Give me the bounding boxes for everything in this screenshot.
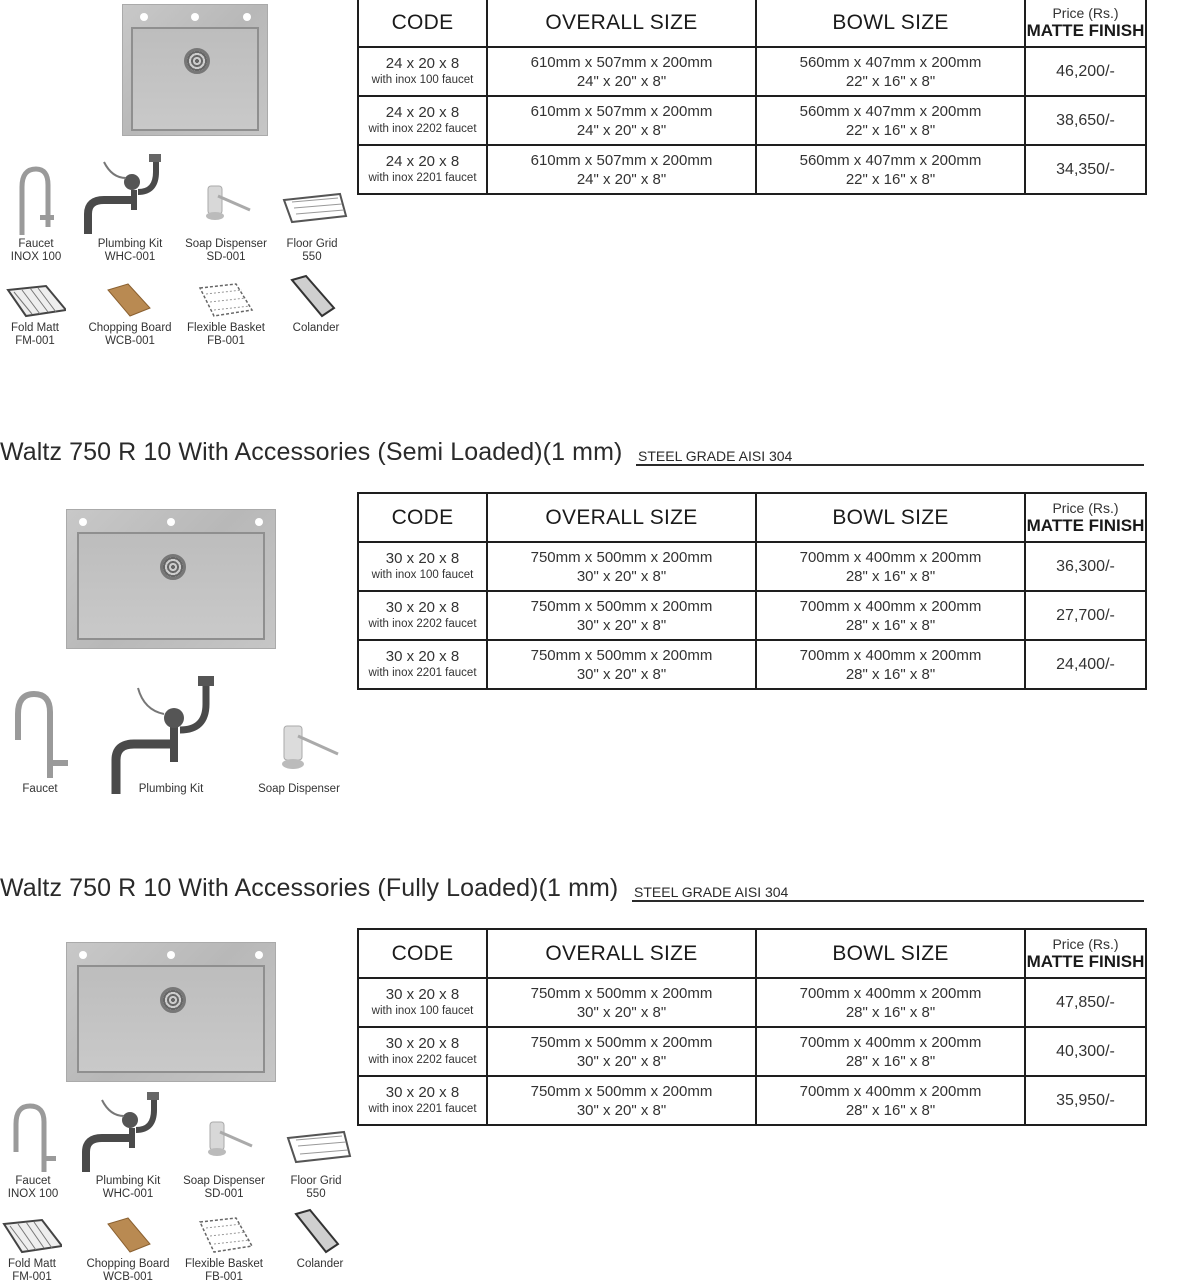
colander-icon <box>288 274 338 320</box>
floor-grid-icon <box>282 1128 354 1166</box>
header-price: Price (Rs.) MATTE FINISH <box>1025 929 1146 978</box>
header-price: Price (Rs.) MATTE FINISH <box>1025 0 1146 47</box>
price: 35,950/- <box>1056 1091 1115 1109</box>
accessory-faucet: Faucet INOX 100 <box>7 1175 59 1200</box>
price: 36,300/- <box>1056 557 1115 575</box>
steel-grade: STEEL GRADE AISI 304 <box>634 884 789 900</box>
accessory-soap-dispenser: Soap Dispenser SD-001 <box>183 1175 265 1200</box>
accessory-fold-matt: Fold Matt FM-001 <box>11 322 59 347</box>
section-title: Waltz 750 R 10 With Accessories (Fully Loaded)(1 mm) <box>0 874 619 902</box>
price: 46,200/- <box>1056 62 1115 80</box>
accessory-colander: Colander <box>296 1258 344 1270</box>
sink-image <box>122 4 268 136</box>
table-row: 30 x 20 x 8 with inox 2202 faucet 750mm x 500mm x 200mm 30" x 20" x 8" 700mm x 400mm x 200mm 28" x 16" x 8" 40,300/- <box>358 1027 1146 1076</box>
table-row: 30 x 20 x 8 with inox 2202 faucet 750mm x 500mm x 200mm 30" x 20" x 8" 700mm x 400mm x 200mm 28" x 16" x 8" 27,700/- <box>358 591 1146 640</box>
section-title: Waltz 750 R 10 With Accessories (Semi Loaded)(1 mm) <box>0 438 623 466</box>
table-row: 24 x 20 x 8 with inox 2202 faucet 610mm x 507mm x 200mm 24" x 20" x 8" 560mm x 407mm x 200mm 22" x 16" x 8" 38,650/- <box>358 96 1146 145</box>
fold-matt-icon <box>2 1218 62 1254</box>
header-overall-size: OVERALL SIZE <box>487 493 756 542</box>
price: 27,700/- <box>1056 606 1115 624</box>
accessory-soap-dispenser: Soap Dispenser SD-001 <box>185 238 267 263</box>
sink-image <box>66 509 276 649</box>
header-overall-size: OVERALL SIZE <box>487 0 756 47</box>
price: 24,400/- <box>1056 655 1115 673</box>
header-price: Price (Rs.) MATTE FINISH <box>1025 493 1146 542</box>
accessory-plumbing-kit: Plumbing Kit WHC-001 <box>95 1175 161 1200</box>
table-row: 30 x 20 x 8 with inox 100 faucet 750mm x 500mm x 200mm 30" x 20" x 8" 700mm x 400mm x 200mm 28" x 16" x 8" 47,850/- <box>358 978 1146 1027</box>
price: 47,850/- <box>1056 993 1115 1011</box>
table-header-row <box>358 0 1146 47</box>
spec-table <box>357 492 1147 690</box>
soap-dispenser-icon <box>202 1118 258 1160</box>
header-bowl-size: BOWL SIZE <box>756 929 1025 978</box>
header-code: CODE <box>358 929 487 978</box>
accessory-plumbing-kit: Plumbing Kit <box>138 783 204 795</box>
header-bowl-size: BOWL SIZE <box>756 0 1025 47</box>
accessory-plumbing-kit: Plumbing Kit WHC-001 <box>97 238 163 263</box>
header-code: CODE <box>358 0 487 47</box>
table-header-row <box>358 929 1146 978</box>
accessory-chopping-board: Chopping Board WCB-001 <box>86 1258 170 1283</box>
price: 34,350/- <box>1056 160 1115 178</box>
accessory-chopping-board: Chopping Board WCB-001 <box>88 322 172 347</box>
table-row: 30 x 20 x 8 with inox 2201 faucet 750mm x 500mm x 200mm 30" x 20" x 8" 700mm x 400mm x 200mm 28" x 16" x 8" 35,950/- <box>358 1076 1146 1125</box>
sink-image <box>66 942 276 1082</box>
table-row: 30 x 20 x 8 with inox 2201 faucet 750mm x 500mm x 200mm 30" x 20" x 8" 700mm x 400mm x 200mm 28" x 16" x 8" 24,400/- <box>358 640 1146 689</box>
plumbing-kit-icon <box>82 152 164 238</box>
title-rule <box>632 900 1144 902</box>
faucet-icon <box>10 690 70 782</box>
accessory-flexible-basket: Flexible Basket FB-001 <box>187 322 265 347</box>
table-row: 30 x 20 x 8 with inox 100 faucet 750mm x 500mm x 200mm 30" x 20" x 8" 700mm x 400mm x 200mm 28" x 16" x 8" 36,300/- <box>358 542 1146 591</box>
accessory-faucet: Faucet <box>22 783 58 795</box>
flexible-basket-icon <box>196 1216 256 1256</box>
spec-table <box>357 0 1147 195</box>
accessory-soap-dispenser: Soap Dispenser <box>258 783 340 795</box>
flexible-basket-icon <box>196 282 256 320</box>
chopping-board-icon <box>104 1216 154 1256</box>
faucet-icon <box>10 165 60 237</box>
accessory-faucet: Faucet INOX 100 <box>10 238 62 263</box>
table-row: 24 x 20 x 8 with inox 2201 faucet 610mm x 507mm x 200mm 24" x 20" x 8" 560mm x 407mm x 200mm 22" x 16" x 8" 34,350/- <box>358 145 1146 194</box>
plumbing-kit-icon <box>80 1090 162 1174</box>
faucet-icon <box>8 1102 58 1174</box>
accessory-flexible-basket: Flexible Basket FB-001 <box>185 1258 263 1283</box>
chopping-board-icon <box>104 282 154 320</box>
spec-table <box>357 928 1147 1126</box>
header-bowl-size: BOWL SIZE <box>756 493 1025 542</box>
accessory-colander: Colander <box>292 322 340 334</box>
floor-grid-icon <box>278 192 350 226</box>
accessory-floor-grid: Floor Grid 550 <box>286 238 338 263</box>
fold-matt-icon <box>6 284 66 318</box>
soap-dispenser-icon <box>278 722 342 774</box>
price: 38,650/- <box>1056 111 1115 129</box>
header-overall-size: OVERALL SIZE <box>487 929 756 978</box>
price: 40,300/- <box>1056 1042 1115 1060</box>
colander-icon <box>292 1208 342 1256</box>
accessory-fold-matt: Fold Matt FM-001 <box>8 1258 56 1283</box>
accessory-floor-grid: Floor Grid 550 <box>290 1175 342 1200</box>
steel-grade: STEEL GRADE AISI 304 <box>638 448 793 464</box>
header-code: CODE <box>358 493 487 542</box>
table-row: 24 x 20 x 8 with inox 100 faucet 610mm x 507mm x 200mm 24" x 20" x 8" 560mm x 407mm x 200mm 22" x 16" x 8" 46,200/- <box>358 47 1146 96</box>
title-rule <box>636 464 1144 466</box>
soap-dispenser-icon <box>200 182 256 224</box>
table-header-row <box>358 493 1146 542</box>
plumbing-kit-icon <box>108 674 218 798</box>
